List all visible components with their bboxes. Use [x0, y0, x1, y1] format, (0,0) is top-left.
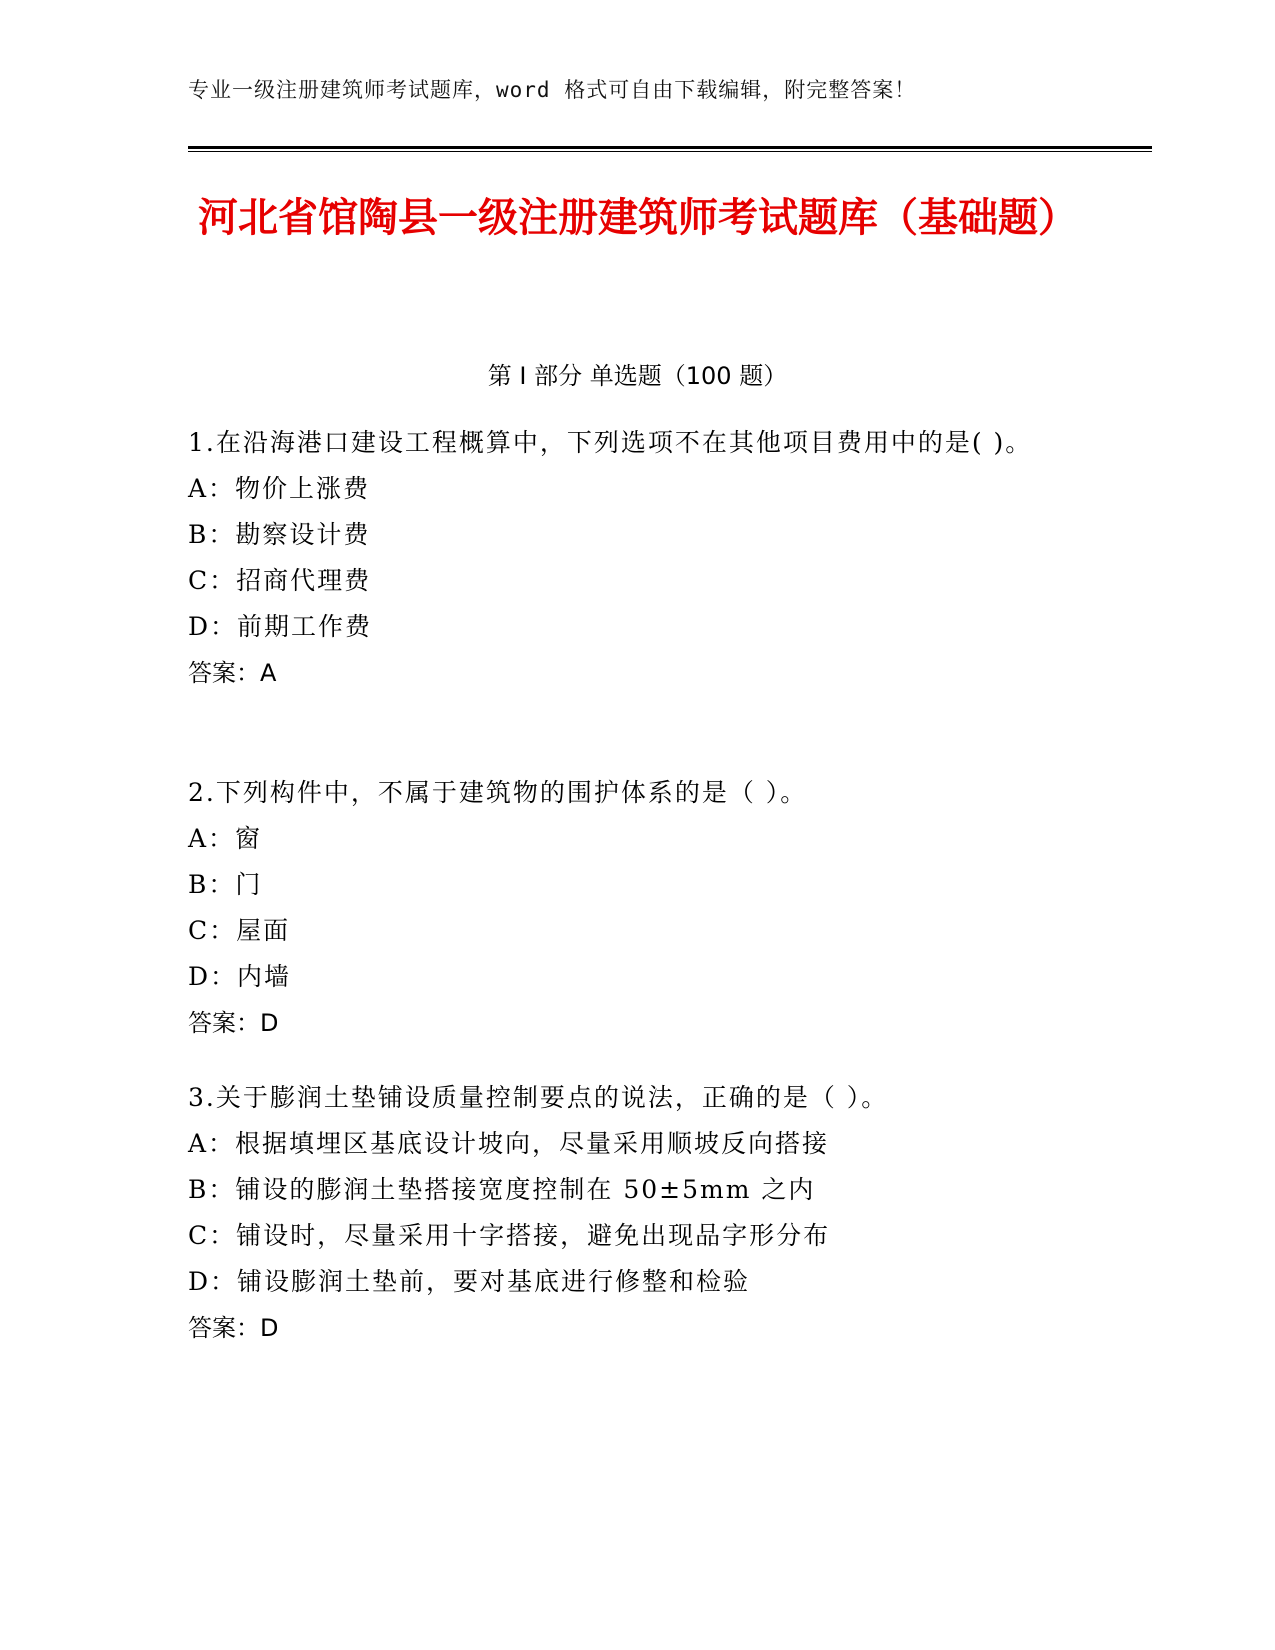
question-2	[188, 770, 1088, 1046]
answer: 答案：D	[188, 1314, 279, 1342]
option-a: A：根据填埋区基底设计坡向，尽量采用顺坡反向搭接	[188, 1129, 830, 1158]
header-rule-thin	[188, 151, 1152, 152]
option-b: B：勘察设计费	[188, 520, 371, 549]
section-heading: 第 I 部分 单选题（100 题）	[487, 362, 788, 390]
option-b: B：门	[188, 870, 263, 899]
option-a: A：物价上涨费	[188, 474, 371, 503]
document-title: 河北省馆陶县一级注册建筑师考试题库（基础题）	[198, 195, 1078, 241]
question-3	[188, 1075, 1088, 1351]
answer: 答案：D	[188, 1009, 279, 1037]
question-1	[188, 420, 1088, 696]
question-stem: 3.关于膨润土垫铺设质量控制要点的说法，正确的是（ ）。	[188, 1083, 889, 1112]
option-b: B：铺设的膨润土垫搭接宽度控制在 50±5mm 之内	[188, 1175, 816, 1204]
option-a: A：窗	[188, 824, 263, 853]
option-c: C：铺设时，尽量采用十字搭接，避免出现品字形分布	[188, 1221, 831, 1250]
option-d: D：前期工作费	[188, 612, 373, 641]
question-stem: 1.在沿海港口建设工程概算中，下列选项不在其他项目费用中的是( )。	[188, 428, 1033, 457]
option-c: C：屋面	[188, 916, 291, 945]
option-c: C：招商代理费	[188, 566, 372, 595]
option-d: D：内墙	[188, 962, 292, 991]
header-note: 专业一级注册建筑师考试题库，word 格式可自由下载编辑，附完整答案！	[188, 78, 917, 102]
header-rule-thick	[188, 146, 1152, 149]
question-stem: 2.下列构件中，不属于建筑物的围护体系的是（ ）。	[188, 778, 808, 807]
option-d: D：铺设膨润土垫前，要对基底进行修整和检验	[188, 1267, 751, 1296]
answer: 答案：A	[188, 659, 277, 687]
